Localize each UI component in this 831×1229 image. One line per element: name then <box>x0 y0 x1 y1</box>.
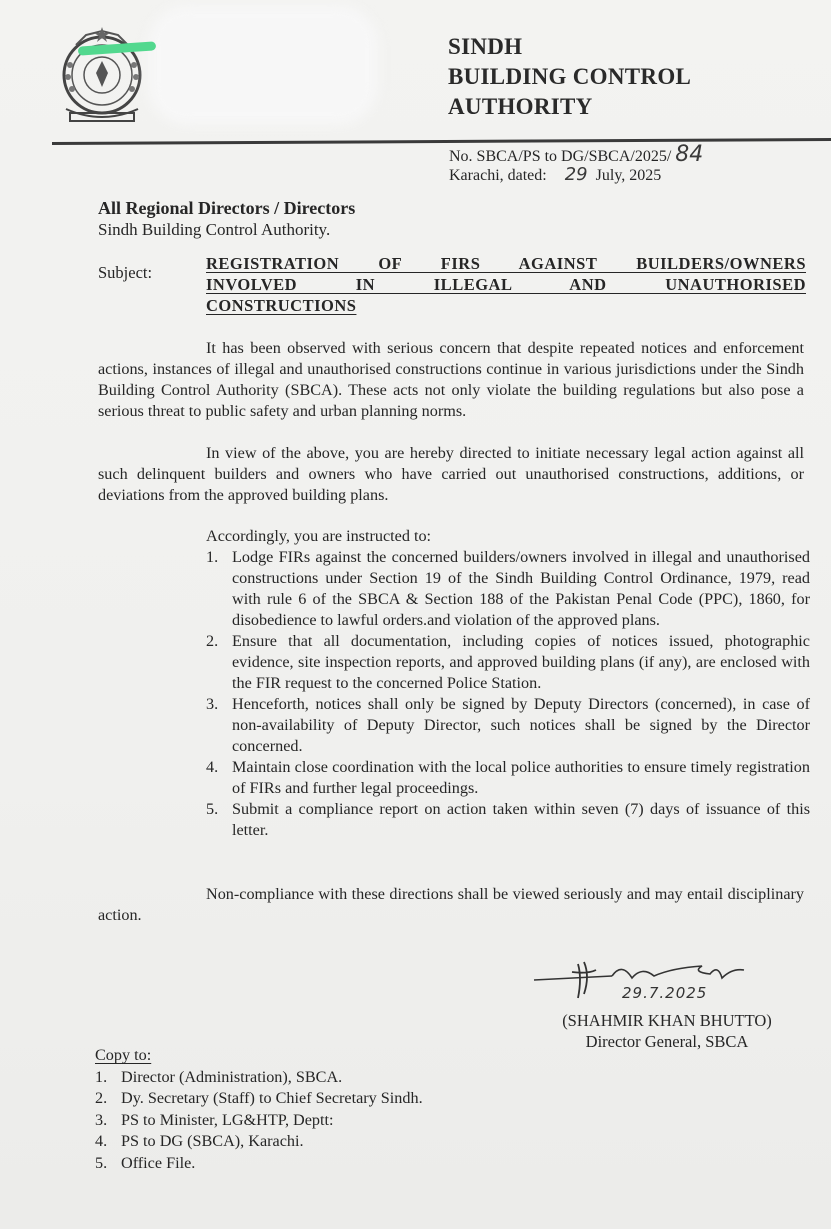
reference-block <box>449 144 703 187</box>
subject-line-3: CONSTRUCTIONS <box>206 296 357 315</box>
org-line-1: SINDH <box>448 34 523 59</box>
subject-line-1: REGISTRATION OF FIRS AGAINST BUILDERS/OWNERS <box>206 254 806 273</box>
instructions-intro: Accordingly, you are instructed to: <box>206 527 432 545</box>
signatory-designation: Director General, SBCA <box>585 1032 749 1051</box>
list-item: 2. Dy. Secretary (Staff) to Chief Secretary Sindh. <box>95 1089 423 1107</box>
list-item: 4. Maintain close coordination with the local police authorities to ensure timely registration of FIRs and further legal proceedings. <box>206 758 810 797</box>
instructions-list <box>206 547 810 841</box>
list-item: 3. Henceforth, notices shall only be signed by Deputy Directors (concerned), in case of non-availability of Deputy Director, such notices shall be signed by the Director concerned. <box>206 695 810 755</box>
paragraph-3: Non-compliance with these directions shall be viewed seriously and may entail disciplinary action. <box>98 885 804 924</box>
list-item: 5. Office File. <box>95 1153 196 1172</box>
subject-line-2: INVOLVED IN ILLEGAL AND UNAUTHORISED <box>206 275 806 294</box>
addressee <box>98 197 355 241</box>
copy-to-list <box>95 1045 423 1174</box>
header-divider <box>52 138 831 145</box>
list-item: 3. PS to Minister, LG&HTP, Deptt: <box>95 1110 334 1129</box>
org-line-3: AUTHORITY <box>448 94 593 119</box>
handwritten-ref-number: 84 <box>675 142 704 167</box>
signatory <box>537 1010 797 1052</box>
list-item: 4. PS to DG (SBCA), Karachi. <box>95 1132 304 1150</box>
subject-text <box>206 253 806 316</box>
addressee-line-2: Sindh Building Control Authority. <box>98 220 331 239</box>
organization-name <box>448 32 691 122</box>
redaction-patch <box>148 5 378 125</box>
reference-number: No. SBCA/PS to DG/SBCA/2025/ 84 <box>449 142 704 167</box>
handwritten-date-day: 29 <box>564 164 588 185</box>
list-item: 1. Director (Administration), SBCA. <box>95 1067 343 1086</box>
list-item: 2. Ensure that all documentation, including copies of notices issued, photographic evidence, site inspection reports, and approved building plans (if any), are enclosed with the FIR request to the concerned Police Station. <box>206 632 810 692</box>
list-item: 1. Lodge FIRs against the concerned builders/owners involved in illegal and unauthorised constructions under Section 19 of the Sindh Building Control Ordinance, 1979, read with rule 6 of the SBCA & Section 188 of the Pakistan Penal Code (PPC), 1860, for disobedience to lawful orders.and violation of the approved plans. <box>206 548 810 629</box>
paragraph-2: In view of the above, you are hereby directed to initiate necessary legal action against all such delinquent builders and owners who have carried out unauthorised constructions, additions, or deviations from the approved building plans. <box>98 444 804 504</box>
list-item: 5. Submit a compliance report on action taken within seven (7) days of issuance of this letter. <box>206 800 810 839</box>
paragraph-1: It has been observed with serious concern that despite repeated notices and enforcement actions, instances of illegal and unauthorised constructions continue in various jurisdictions under the Sindh Building Control Authority (SBCA). These acts not only violate the building regulations but also pose a serious threat to public safety and urban planning norms. <box>98 339 804 420</box>
sbca-emblem-icon <box>56 25 148 129</box>
subject-label: Subject: <box>98 263 153 282</box>
addressee-line-1: All Regional Directors / Directors <box>98 198 356 218</box>
letter-date: Karachi, dated: 29 July, 2025 <box>449 164 662 185</box>
handwritten-signature-date: 29.7.2025 <box>622 984 708 1002</box>
org-line-2: BUILDING CONTROL <box>448 64 692 89</box>
signatory-name: (SHAHMIR KHAN BHUTTO) <box>562 1011 772 1030</box>
copy-to-heading: Copy to: <box>95 1046 152 1064</box>
